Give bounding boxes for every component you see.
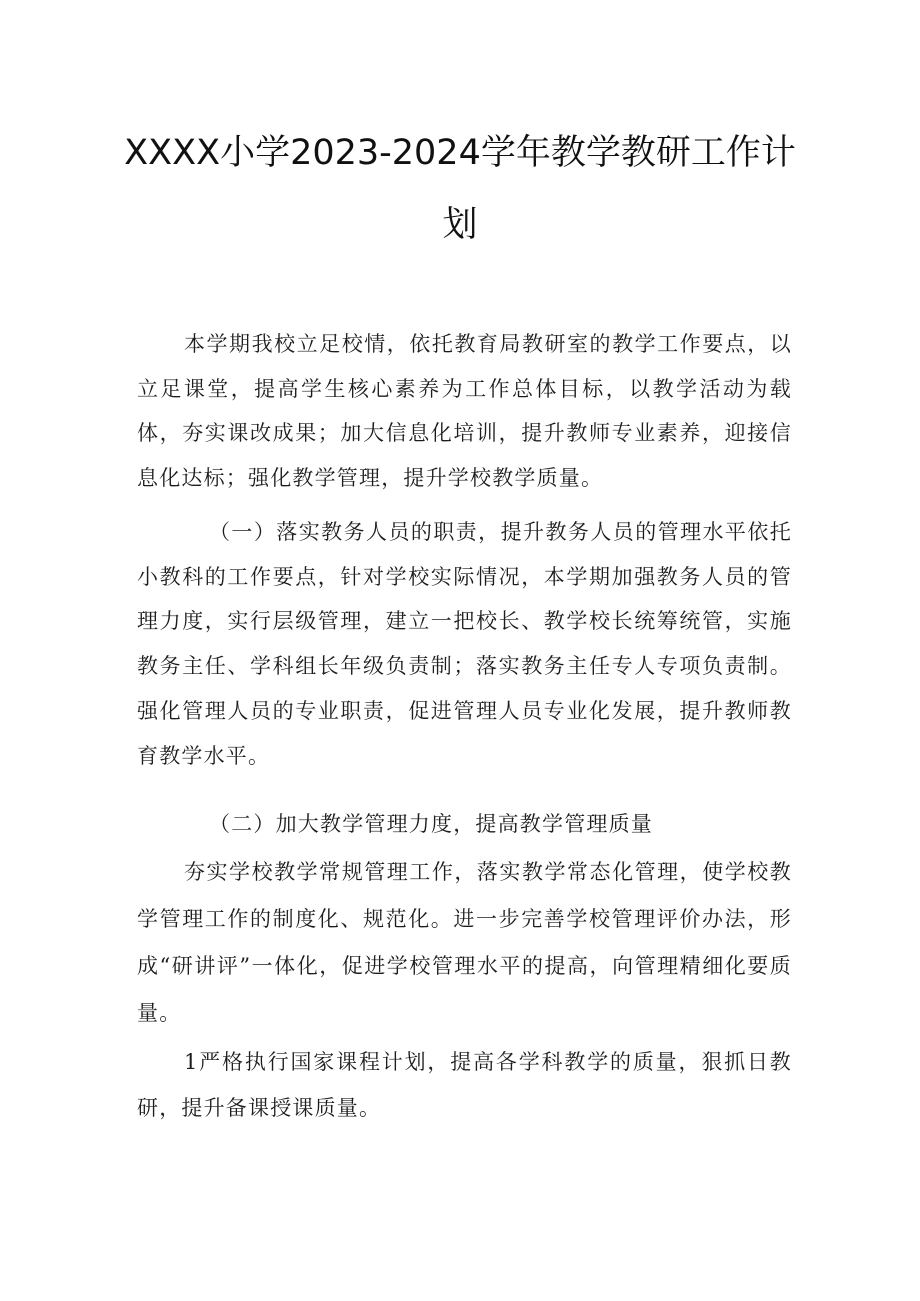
intro-paragraph: 本学期我校立足校情，依托教育局教研室的教学工作要点，以立足课堂，提高学生核心素养为工作总体目标，以教学活动为载体，夯实课改成果；加大信息化培训，提升教师专业素养，迎接信息化达标；强化教学管理，提升学校教学质量。: [137, 332, 792, 490]
section-two-paragraph: 夯实学校教学常规管理工作，落实教学常态化管理，使学校教学管理工作的制度化、规范化。进一步完善学校管理评价办法，形成“研讲评”一体化，促进学校管理水平的提高，向管理精细化要质量。: [137, 860, 792, 1025]
item-one-paragraph: 1严格执行国家课程计划，提高各学科教学的质量，狠抓日教研，提升备课授课质量。: [137, 1050, 792, 1120]
section-one-paragraph: （一）落实教务人员的职责，提升教务人员的管理水平依托小教科的工作要点，针对学校实际情况，本学期加强教务人员的管理力度，实行层级管理，建立一把校长、教学校长统筹统管，实施教务主任、学科组长年级负责制；落实教务主任专人专项负责制。强化管理人员的专业职责，促进管理人员专业化发展，提升教师教育教学水平。: [137, 520, 792, 768]
document-title: XXXX小学2023-2024学年教学教研工作计: [124, 133, 796, 173]
document-title-continued: 划: [442, 205, 478, 245]
section-two-heading: （二）加大教学管理力度，提高教学管理质量: [209, 812, 653, 836]
